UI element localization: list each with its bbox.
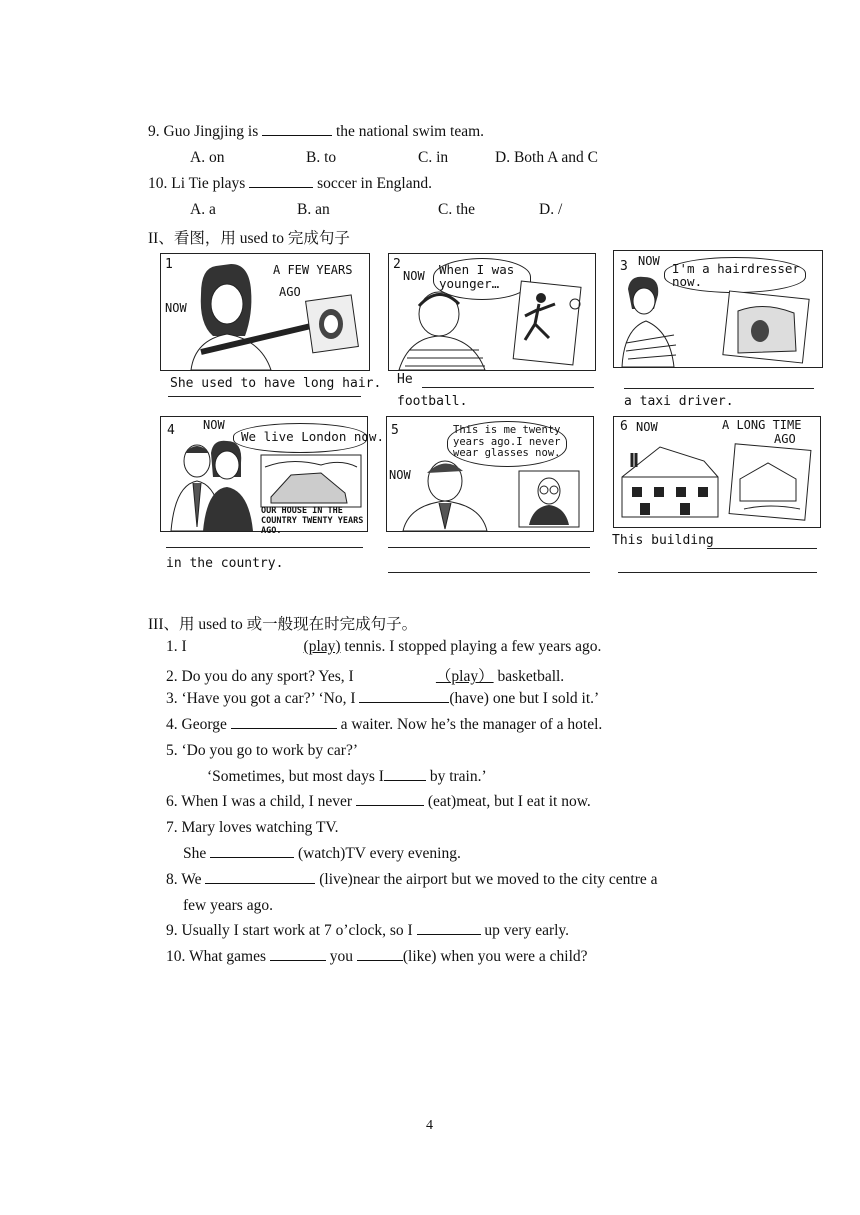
- panel-3-answer-line[interactable]: [624, 388, 814, 389]
- picture-panel-3: 3 NOW I'm a hairdresser now.: [613, 250, 823, 368]
- item-5-blank[interactable]: [384, 779, 426, 781]
- exercise-item-9: 9. Usually I start work at 7 o’clock, so I up very early.: [166, 922, 570, 939]
- panel-1-caption: She used to have long hair.: [170, 376, 382, 391]
- exercise-item-5-reply: ‘Sometimes, but most days I by train.’: [207, 768, 487, 785]
- item-2-answer-blank[interactable]: （play）: [435, 668, 494, 685]
- q9-option-b: B. to: [306, 149, 337, 166]
- panel-2-answer-line[interactable]: [422, 387, 594, 388]
- q9-option-d: D. Both A and C: [495, 149, 598, 166]
- exercise-item-5: 5. ‘Do you go to work by car?’: [166, 742, 358, 759]
- exercise-item-2: 2. Do you do any sport? Yes, I （play） basketball.: [166, 664, 564, 686]
- building-then-and-now-illustration: [614, 417, 820, 527]
- q10-option-a: A. a: [190, 201, 216, 218]
- woman-with-photo-illustration: [161, 254, 369, 370]
- question-10-stem: 10. Li Tie plays soccer in England.: [148, 175, 432, 192]
- q10-option-b: B. an: [297, 201, 330, 218]
- q10-option-c: C. the: [438, 201, 476, 218]
- hairdresser-with-taxi-photo-illustration: [614, 251, 822, 367]
- q10-option-d: D. /: [539, 201, 563, 218]
- picture-panel-4: 4 NOW We live London now. OUR HOUSE IN THE COUNTRY TWENTY YEARS AGO.: [160, 416, 368, 532]
- picture-panel-5: 5 NOW This is me twenty years ago.I never wear glasses now.: [386, 416, 594, 532]
- man-with-football-photo-illustration: [389, 254, 595, 370]
- item-10-blank-1[interactable]: [270, 959, 326, 961]
- panel-5-answer-line-2[interactable]: [388, 572, 590, 573]
- exercise-item-6: 6. When I was a child, I never (eat)meat, but I eat it now.: [166, 793, 591, 810]
- item-1-answer-blank[interactable]: (play): [303, 638, 341, 655]
- item-10-blank-2[interactable]: [357, 959, 403, 961]
- panel-6-answer-line-2[interactable]: [618, 572, 817, 573]
- question-9-stem: 9. Guo Jingjing is the national swim team.: [148, 123, 485, 140]
- picture-panel-2: 2 NOW When I was younger…: [388, 253, 596, 371]
- panel-4-caption-end: in the country.: [166, 556, 284, 571]
- exercise-item-1: 1. I (play) tennis. I stopped playing a few years ago.: [166, 638, 602, 655]
- section-2-title: II、看图，用 used to 完成句子: [148, 230, 350, 247]
- exercise-item-8: 8. We (live)near the airport but we moved to the city centre a: [166, 871, 658, 888]
- item-4-blank[interactable]: [231, 727, 337, 729]
- exercise-item-8-line-2: few years ago.: [183, 897, 273, 914]
- panel-2-caption-start: He: [397, 372, 413, 387]
- exercise-item-7-line-2: She (watch)TV every evening.: [183, 845, 461, 862]
- panel-3-caption-end: a taxi driver.: [624, 394, 734, 409]
- picture-panel-6: 6 NOW A LONG TIME AGO: [613, 416, 821, 528]
- item-3-blank[interactable]: [359, 701, 449, 703]
- picture-panel-1: 1 A FEW YEARS AGO NOW: [160, 253, 370, 371]
- exercise-item-3: 3. ‘Have you got a car?’ ‘No, I (have) one but I sold it.’: [166, 690, 600, 707]
- panel-6-caption-start: This building: [612, 533, 714, 548]
- section-3-title: III、用 used to 或一般现在时完成句子。: [148, 616, 418, 633]
- item-9-blank[interactable]: [417, 933, 481, 935]
- item-8-blank[interactable]: [205, 882, 315, 884]
- q9-option-c: C. in: [418, 149, 449, 166]
- item-7-blank[interactable]: [210, 856, 294, 858]
- panel-2-caption-end: football.: [397, 394, 468, 409]
- panel-5-answer-line-1[interactable]: [388, 547, 590, 548]
- exercise-item-4: 4. George a waiter. Now he’s the manager of a hotel.: [166, 716, 603, 733]
- panel-4-answer-line[interactable]: [166, 547, 363, 548]
- man-with-glasses-photo-illustration: [387, 417, 593, 531]
- item-6-blank[interactable]: [356, 804, 424, 806]
- exercise-item-10: 10. What games you (like) when you were a child?: [166, 948, 588, 965]
- page-number: 4: [426, 1118, 433, 1133]
- exercise-item-7: 7. Mary loves watching TV.: [166, 819, 339, 836]
- panel-6-answer-line-1[interactable]: [707, 548, 817, 549]
- q9-option-a: A. on: [190, 149, 225, 166]
